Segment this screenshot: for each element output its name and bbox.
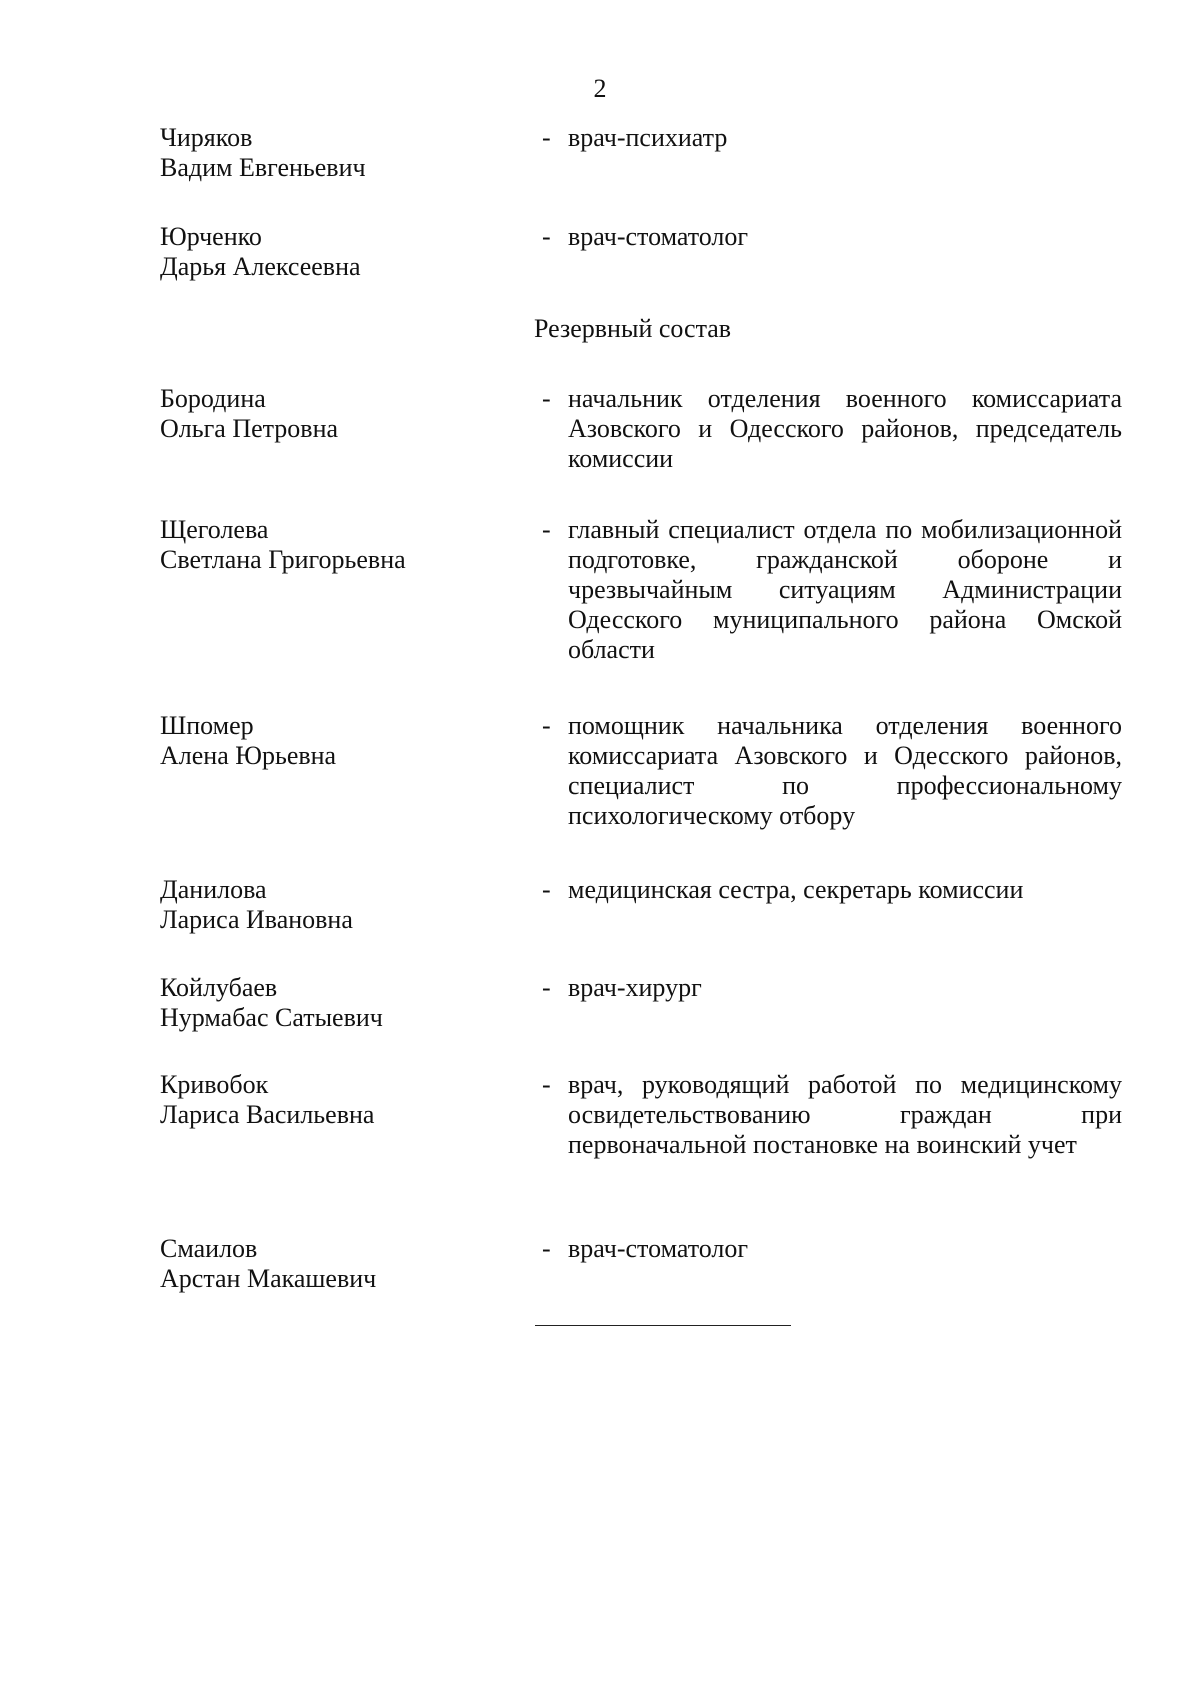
role-dash: - — [542, 711, 551, 740]
member-first-patronymic: Алена Юрьевна — [160, 741, 337, 770]
member-first-patronymic: Ольга Петровна — [160, 414, 339, 443]
member-role: медицинская сестра, секретарь комиссии — [568, 875, 1024, 904]
member-name — [160, 1070, 530, 1130]
member-last-name: Данилова — [160, 875, 267, 904]
member-last-name: Щеголева — [160, 515, 269, 544]
member-role: врач-хирург — [568, 973, 702, 1002]
member-last-name: Юрченко — [160, 222, 262, 251]
member-role: врач-психиатр — [568, 123, 728, 152]
role-dash: - — [542, 973, 551, 1002]
member-role: начальник отделения военного комиссариата Азовского и Одесского районов, председатель комиссии — [568, 384, 1122, 473]
member-name — [160, 973, 530, 1033]
member-last-name: Смаилов — [160, 1234, 258, 1263]
member-name — [160, 515, 530, 575]
member-name — [160, 711, 530, 771]
member-first-patronymic: Лариса Васильевна — [160, 1100, 375, 1129]
role-dash: - — [542, 222, 551, 251]
member-role: врач-стоматолог — [568, 222, 749, 251]
role-dash: - — [542, 123, 551, 152]
member-name — [160, 222, 530, 282]
role-dash: - — [542, 1070, 551, 1099]
member-role: врач, руководящий работой по медицинскому освидетельствованию граждан при первоначальной постановке на воинский учет — [568, 1070, 1122, 1159]
page-number: 2 — [593, 74, 607, 103]
role-dash: - — [542, 875, 551, 904]
member-last-name: Койлубаев — [160, 973, 278, 1002]
member-role: врач-стоматолог — [568, 1234, 749, 1263]
member-name — [160, 1234, 530, 1294]
member-last-name: Бородина — [160, 384, 266, 413]
end-divider — [535, 1325, 791, 1326]
member-role: главный специалист отдела по мобилизационной подготовке, гражданской обороне и чрезвычайным ситуациям Администрации Одесского муниципального района Омской области — [568, 515, 1122, 664]
member-first-patronymic: Дарья Алексеевна — [160, 252, 361, 281]
member-last-name: Шпомер — [160, 711, 254, 740]
member-first-patronymic: Нурмабас Сатыевич — [160, 1003, 383, 1032]
member-first-patronymic: Вадим Евгеньевич — [160, 153, 366, 182]
member-name — [160, 875, 530, 935]
member-role: помощник начальника отделения военного комиссариата Азовского и Одесского районов, специалист по профессиональному психологическому отбору — [568, 711, 1122, 830]
member-name — [160, 123, 530, 183]
member-first-patronymic: Арстан Макашевич — [160, 1264, 377, 1293]
member-last-name: Чиряков — [160, 123, 253, 152]
member-name — [160, 384, 530, 444]
role-dash: - — [542, 1234, 551, 1263]
member-first-patronymic: Светлана Григорьевна — [160, 545, 406, 574]
role-dash: - — [542, 515, 551, 544]
member-last-name: Кривобок — [160, 1070, 269, 1099]
member-first-patronymic: Лариса Ивановна — [160, 905, 353, 934]
reserve-heading: Резервный состав — [534, 314, 732, 343]
role-dash: - — [542, 384, 551, 413]
